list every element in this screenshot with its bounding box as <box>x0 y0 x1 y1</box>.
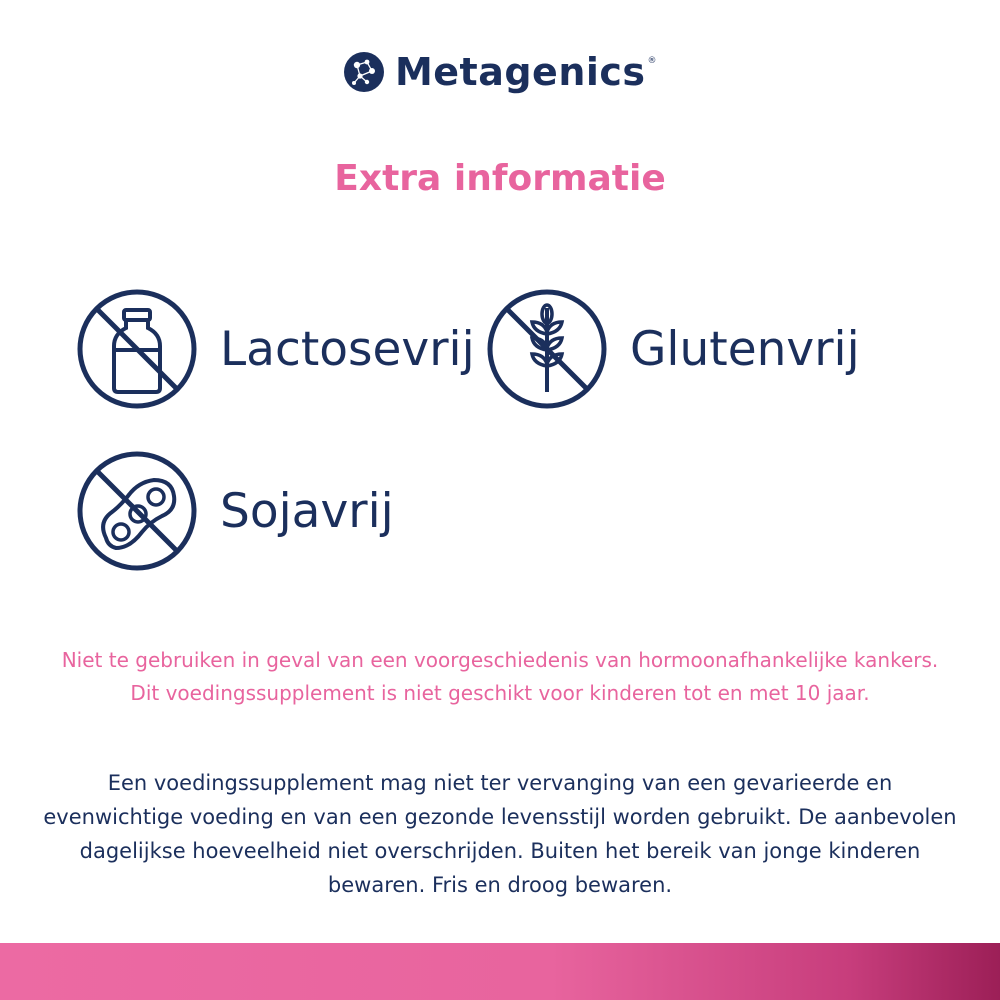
feature-label: Glutenvrij <box>630 321 860 377</box>
no-milk-bottle-icon <box>76 288 198 410</box>
feature-label: Sojavrij <box>220 483 394 539</box>
feature-label: Lactosevrij <box>220 321 475 377</box>
feature-soy-free <box>76 450 394 572</box>
info-text: Een voedingssupplement mag niet ter vervanging van een gevarieerde en evenwichtige voeding en van een gezonde levensstijl worden gebruikt. De aanbevolen dagelijkse hoeveelheid niet overschrijden. Buiten het bereik van jonge kinderen bewaren. Fris en droog bewaren. <box>43 771 957 897</box>
feature-lactose-free <box>76 288 475 410</box>
feature-gluten-free <box>486 288 860 410</box>
metagenics-logo-icon <box>343 51 385 93</box>
brand-name <box>395 50 657 94</box>
no-wheat-icon <box>486 288 608 410</box>
bottom-gradient-bar <box>0 943 1000 1000</box>
page-title: Extra informatie <box>334 158 666 199</box>
registered-mark: ® <box>647 56 658 66</box>
warning-text: Niet te gebruiken in geval van een voorgeschiedenis van hormoonafhankelijke kankers. Dit voedingssupplement is niet geschikt voor kinderen tot en met 10 jaar. <box>61 648 939 705</box>
brand-name-text: Metagenics <box>394 50 646 94</box>
brand-logo <box>0 50 1000 94</box>
no-soy-icon <box>76 450 198 572</box>
